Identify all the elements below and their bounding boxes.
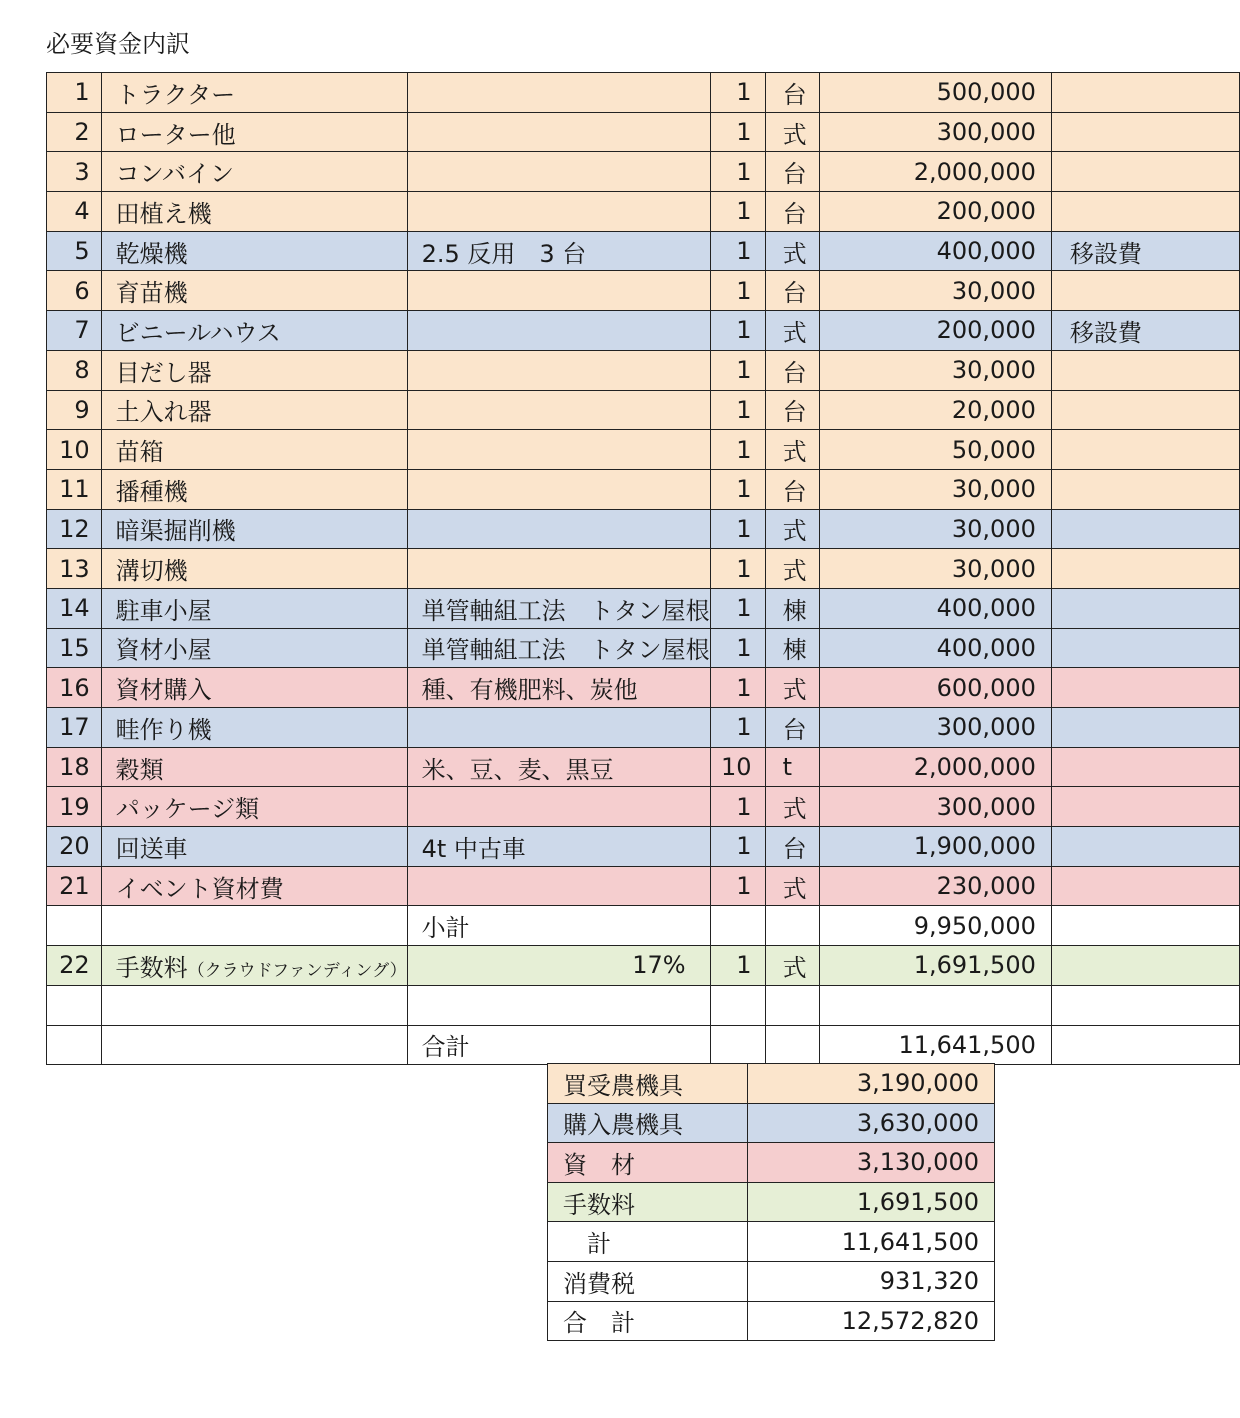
row-number: 1 — [47, 73, 102, 113]
summary-amount: 3,190,000 — [748, 1064, 995, 1104]
item-unit: 式 — [765, 866, 820, 906]
item-spec: 単管軸組工法 トタン屋根 — [407, 588, 710, 628]
item-unit: 台 — [765, 708, 820, 748]
summary-row — [548, 1143, 995, 1183]
item-amount: 230,000 — [820, 866, 1052, 906]
empty-cell — [101, 1025, 407, 1065]
item-quantity: 1 — [710, 708, 765, 748]
item-spec — [407, 390, 710, 430]
table-row — [47, 152, 1240, 192]
item-spec — [407, 787, 710, 827]
row-number: 6 — [47, 271, 102, 311]
item-spec — [407, 73, 710, 113]
item-unit: 式 — [765, 787, 820, 827]
item-unit: 台 — [765, 152, 820, 192]
item-name: 畦作り機 — [101, 708, 407, 748]
item-amount: 1,900,000 — [820, 827, 1052, 867]
table-row — [47, 509, 1240, 549]
subtotal-row — [47, 906, 1240, 946]
item-spec: 単管軸組工法 トタン屋根 — [407, 628, 710, 668]
table-row — [47, 112, 1240, 152]
fee-name-sub: （クラウドファンディング） — [187, 960, 407, 981]
table-row — [47, 827, 1240, 867]
fee-row — [47, 946, 1240, 986]
item-amount: 20,000 — [820, 390, 1052, 430]
item-name: 育苗機 — [101, 271, 407, 311]
item-quantity: 1 — [710, 390, 765, 430]
item-spec — [407, 311, 710, 351]
row-number: 4 — [47, 192, 102, 232]
item-note — [1051, 430, 1239, 470]
row-number: 18 — [47, 747, 102, 787]
row-number: 7 — [47, 311, 102, 351]
item-amount: 300,000 — [820, 708, 1052, 748]
item-quantity: 1 — [710, 628, 765, 668]
item-note — [1051, 747, 1239, 787]
item-note: 移設費 — [1051, 311, 1239, 351]
item-note — [1051, 668, 1239, 708]
summary-amount: 3,630,000 — [748, 1103, 995, 1143]
item-quantity: 1 — [710, 588, 765, 628]
summary-label: 計 — [548, 1222, 748, 1262]
item-name — [101, 946, 407, 986]
item-unit: 式 — [765, 112, 820, 152]
item-quantity: 1 — [710, 192, 765, 232]
item-name: 目だし器 — [101, 350, 407, 390]
item-amount: 30,000 — [820, 271, 1052, 311]
empty-cell — [710, 1025, 765, 1065]
summary-label: 合 計 — [548, 1301, 748, 1341]
row-number: 8 — [47, 350, 102, 390]
item-name: 播種機 — [101, 469, 407, 509]
summary-label: 資 材 — [548, 1143, 748, 1183]
empty-cell — [820, 985, 1052, 1025]
empty-cell — [47, 985, 102, 1025]
item-amount: 30,000 — [820, 549, 1052, 589]
summary-label: 手数料 — [548, 1182, 748, 1222]
empty-cell — [710, 906, 765, 946]
item-amount: 30,000 — [820, 350, 1052, 390]
table-row — [47, 311, 1240, 351]
item-quantity: 1 — [710, 866, 765, 906]
empty-cell — [765, 985, 820, 1025]
item-spec: 米、豆、麦、黒豆 — [407, 747, 710, 787]
item-name: 回送車 — [101, 827, 407, 867]
row-number: 3 — [47, 152, 102, 192]
table-row — [47, 390, 1240, 430]
item-name: 暗渠掘削機 — [101, 509, 407, 549]
item-unit: 台 — [765, 271, 820, 311]
row-number: 5 — [47, 231, 102, 271]
row-number: 16 — [47, 668, 102, 708]
item-unit: 式 — [765, 430, 820, 470]
table-row — [47, 271, 1240, 311]
item-quantity: 1 — [710, 231, 765, 271]
summary-row — [548, 1261, 995, 1301]
row-number: 17 — [47, 708, 102, 748]
item-unit: 台 — [765, 73, 820, 113]
item-quantity: 1 — [710, 668, 765, 708]
item-amount: 300,000 — [820, 787, 1052, 827]
item-amount: 2,000,000 — [820, 747, 1052, 787]
item-name: パッケージ類 — [101, 787, 407, 827]
item-spec: 4t 中古車 — [407, 827, 710, 867]
table-row — [47, 192, 1240, 232]
row-number: 19 — [47, 787, 102, 827]
page-title: 必要資金内訳 — [46, 30, 190, 58]
item-unit: t — [765, 747, 820, 787]
item-unit: 台 — [765, 390, 820, 430]
item-amount: 30,000 — [820, 469, 1052, 509]
table-row — [47, 668, 1240, 708]
item-name: 溝切機 — [101, 549, 407, 589]
item-quantity: 1 — [710, 827, 765, 867]
summary-amount: 931,320 — [748, 1261, 995, 1301]
item-amount: 30,000 — [820, 509, 1052, 549]
item-amount: 500,000 — [820, 73, 1052, 113]
item-note — [1051, 112, 1239, 152]
item-name: 田植え機 — [101, 192, 407, 232]
item-note — [1051, 350, 1239, 390]
summary-amount: 11,641,500 — [748, 1222, 995, 1262]
item-spec — [407, 430, 710, 470]
item-name: 資材小屋 — [101, 628, 407, 668]
item-amount: 200,000 — [820, 192, 1052, 232]
summary-row — [548, 1103, 995, 1143]
row-number: 11 — [47, 469, 102, 509]
table-row — [47, 628, 1240, 668]
item-name: トラクター — [101, 73, 407, 113]
subtotal-label: 小計 — [407, 906, 710, 946]
item-note — [1051, 469, 1239, 509]
item-amount: 2,000,000 — [820, 152, 1052, 192]
item-note — [1051, 192, 1239, 232]
table-row — [47, 588, 1240, 628]
item-note — [1051, 628, 1239, 668]
total-label: 合計 — [407, 1025, 710, 1065]
item-quantity: 1 — [710, 311, 765, 351]
fee-name: 手数料 — [115, 953, 188, 982]
item-spec — [407, 350, 710, 390]
item-quantity: 1 — [710, 469, 765, 509]
item-note: 移設費 — [1051, 231, 1239, 271]
summary-row — [548, 1064, 995, 1104]
item-unit: 式 — [765, 509, 820, 549]
item-unit: 式 — [765, 311, 820, 351]
empty-cell — [47, 906, 102, 946]
empty-cell — [1051, 906, 1239, 946]
item-quantity: 1 — [710, 946, 765, 986]
item-quantity: 1 — [710, 350, 765, 390]
item-name: 資材購入 — [101, 668, 407, 708]
item-quantity: 10 — [710, 747, 765, 787]
item-unit: 台 — [765, 469, 820, 509]
item-spec — [407, 112, 710, 152]
summary-amount: 3,130,000 — [748, 1143, 995, 1183]
fee-rate: 17% — [407, 946, 710, 986]
empty-cell — [1051, 985, 1239, 1025]
item-name: イベント資材費 — [101, 866, 407, 906]
summary-label: 買受農機具 — [548, 1064, 748, 1104]
item-quantity: 1 — [710, 112, 765, 152]
item-amount: 600,000 — [820, 668, 1052, 708]
item-spec — [407, 866, 710, 906]
table-row — [47, 73, 1240, 113]
item-note — [1051, 946, 1239, 986]
row-number: 21 — [47, 866, 102, 906]
item-spec — [407, 271, 710, 311]
empty-cell — [47, 1025, 102, 1065]
table-row — [47, 350, 1240, 390]
item-amount: 200,000 — [820, 311, 1052, 351]
item-spec — [407, 549, 710, 589]
summary-table — [547, 1063, 995, 1341]
table-row — [47, 747, 1240, 787]
table-body — [47, 73, 1240, 1065]
summary-amount: 12,572,820 — [748, 1301, 995, 1341]
item-note — [1051, 73, 1239, 113]
summary-label: 購入農機具 — [548, 1103, 748, 1143]
total-amount: 11,641,500 — [820, 1025, 1052, 1065]
item-name: ビニールハウス — [101, 311, 407, 351]
item-quantity: 1 — [710, 509, 765, 549]
item-quantity: 1 — [710, 549, 765, 589]
item-note — [1051, 588, 1239, 628]
summary-body — [548, 1064, 995, 1341]
empty-cell — [101, 985, 407, 1025]
row-number: 2 — [47, 112, 102, 152]
item-note — [1051, 271, 1239, 311]
item-spec — [407, 469, 710, 509]
item-unit: 台 — [765, 192, 820, 232]
item-note — [1051, 549, 1239, 589]
item-quantity: 1 — [710, 430, 765, 470]
funding-breakdown-table — [46, 72, 1240, 1065]
empty-cell — [765, 906, 820, 946]
item-spec — [407, 509, 710, 549]
item-spec — [407, 192, 710, 232]
row-number: 12 — [47, 509, 102, 549]
summary-amount: 1,691,500 — [748, 1182, 995, 1222]
item-note — [1051, 827, 1239, 867]
summary-row — [548, 1301, 995, 1341]
empty-cell — [1051, 1025, 1239, 1065]
blank-row — [47, 985, 1240, 1025]
item-name: 乾燥機 — [101, 231, 407, 271]
table-row — [47, 430, 1240, 470]
item-name: ローター他 — [101, 112, 407, 152]
table-row — [47, 787, 1240, 827]
subtotal-amount: 9,950,000 — [820, 906, 1052, 946]
item-quantity: 1 — [710, 73, 765, 113]
table-row — [47, 708, 1240, 748]
item-unit: 式 — [765, 946, 820, 986]
table-row — [47, 231, 1240, 271]
item-spec: 2.5 反用 3 台 — [407, 231, 710, 271]
row-number: 14 — [47, 588, 102, 628]
item-spec — [407, 152, 710, 192]
summary-label: 消費税 — [548, 1261, 748, 1301]
item-name: 駐車小屋 — [101, 588, 407, 628]
item-unit: 式 — [765, 549, 820, 589]
row-number: 15 — [47, 628, 102, 668]
empty-cell — [765, 1025, 820, 1065]
row-number: 9 — [47, 390, 102, 430]
item-amount: 400,000 — [820, 588, 1052, 628]
empty-cell — [101, 906, 407, 946]
item-quantity: 1 — [710, 271, 765, 311]
empty-cell — [407, 985, 710, 1025]
row-number: 10 — [47, 430, 102, 470]
item-name: 土入れ器 — [101, 390, 407, 430]
item-note — [1051, 509, 1239, 549]
item-amount: 400,000 — [820, 231, 1052, 271]
item-quantity: 1 — [710, 152, 765, 192]
item-spec: 種、有機肥料、炭他 — [407, 668, 710, 708]
item-note — [1051, 787, 1239, 827]
item-note — [1051, 708, 1239, 748]
item-name: コンバイン — [101, 152, 407, 192]
item-note — [1051, 152, 1239, 192]
row-number: 20 — [47, 827, 102, 867]
item-unit: 式 — [765, 668, 820, 708]
item-name: 穀類 — [101, 747, 407, 787]
item-note — [1051, 866, 1239, 906]
table-row — [47, 866, 1240, 906]
table-row — [47, 549, 1240, 589]
total-row — [47, 1025, 1240, 1065]
item-unit: 式 — [765, 231, 820, 271]
item-note — [1051, 390, 1239, 430]
item-amount: 300,000 — [820, 112, 1052, 152]
item-spec — [407, 708, 710, 748]
row-number: 13 — [47, 549, 102, 589]
row-number: 22 — [47, 946, 102, 986]
item-quantity: 1 — [710, 787, 765, 827]
item-amount: 400,000 — [820, 628, 1052, 668]
item-unit: 台 — [765, 827, 820, 867]
item-amount: 1,691,500 — [820, 946, 1052, 986]
empty-cell — [710, 985, 765, 1025]
summary-row — [548, 1182, 995, 1222]
summary-row — [548, 1222, 995, 1262]
item-amount: 50,000 — [820, 430, 1052, 470]
table-row — [47, 469, 1240, 509]
item-name: 苗箱 — [101, 430, 407, 470]
item-unit: 棟 — [765, 628, 820, 668]
item-unit: 台 — [765, 350, 820, 390]
item-unit: 棟 — [765, 588, 820, 628]
